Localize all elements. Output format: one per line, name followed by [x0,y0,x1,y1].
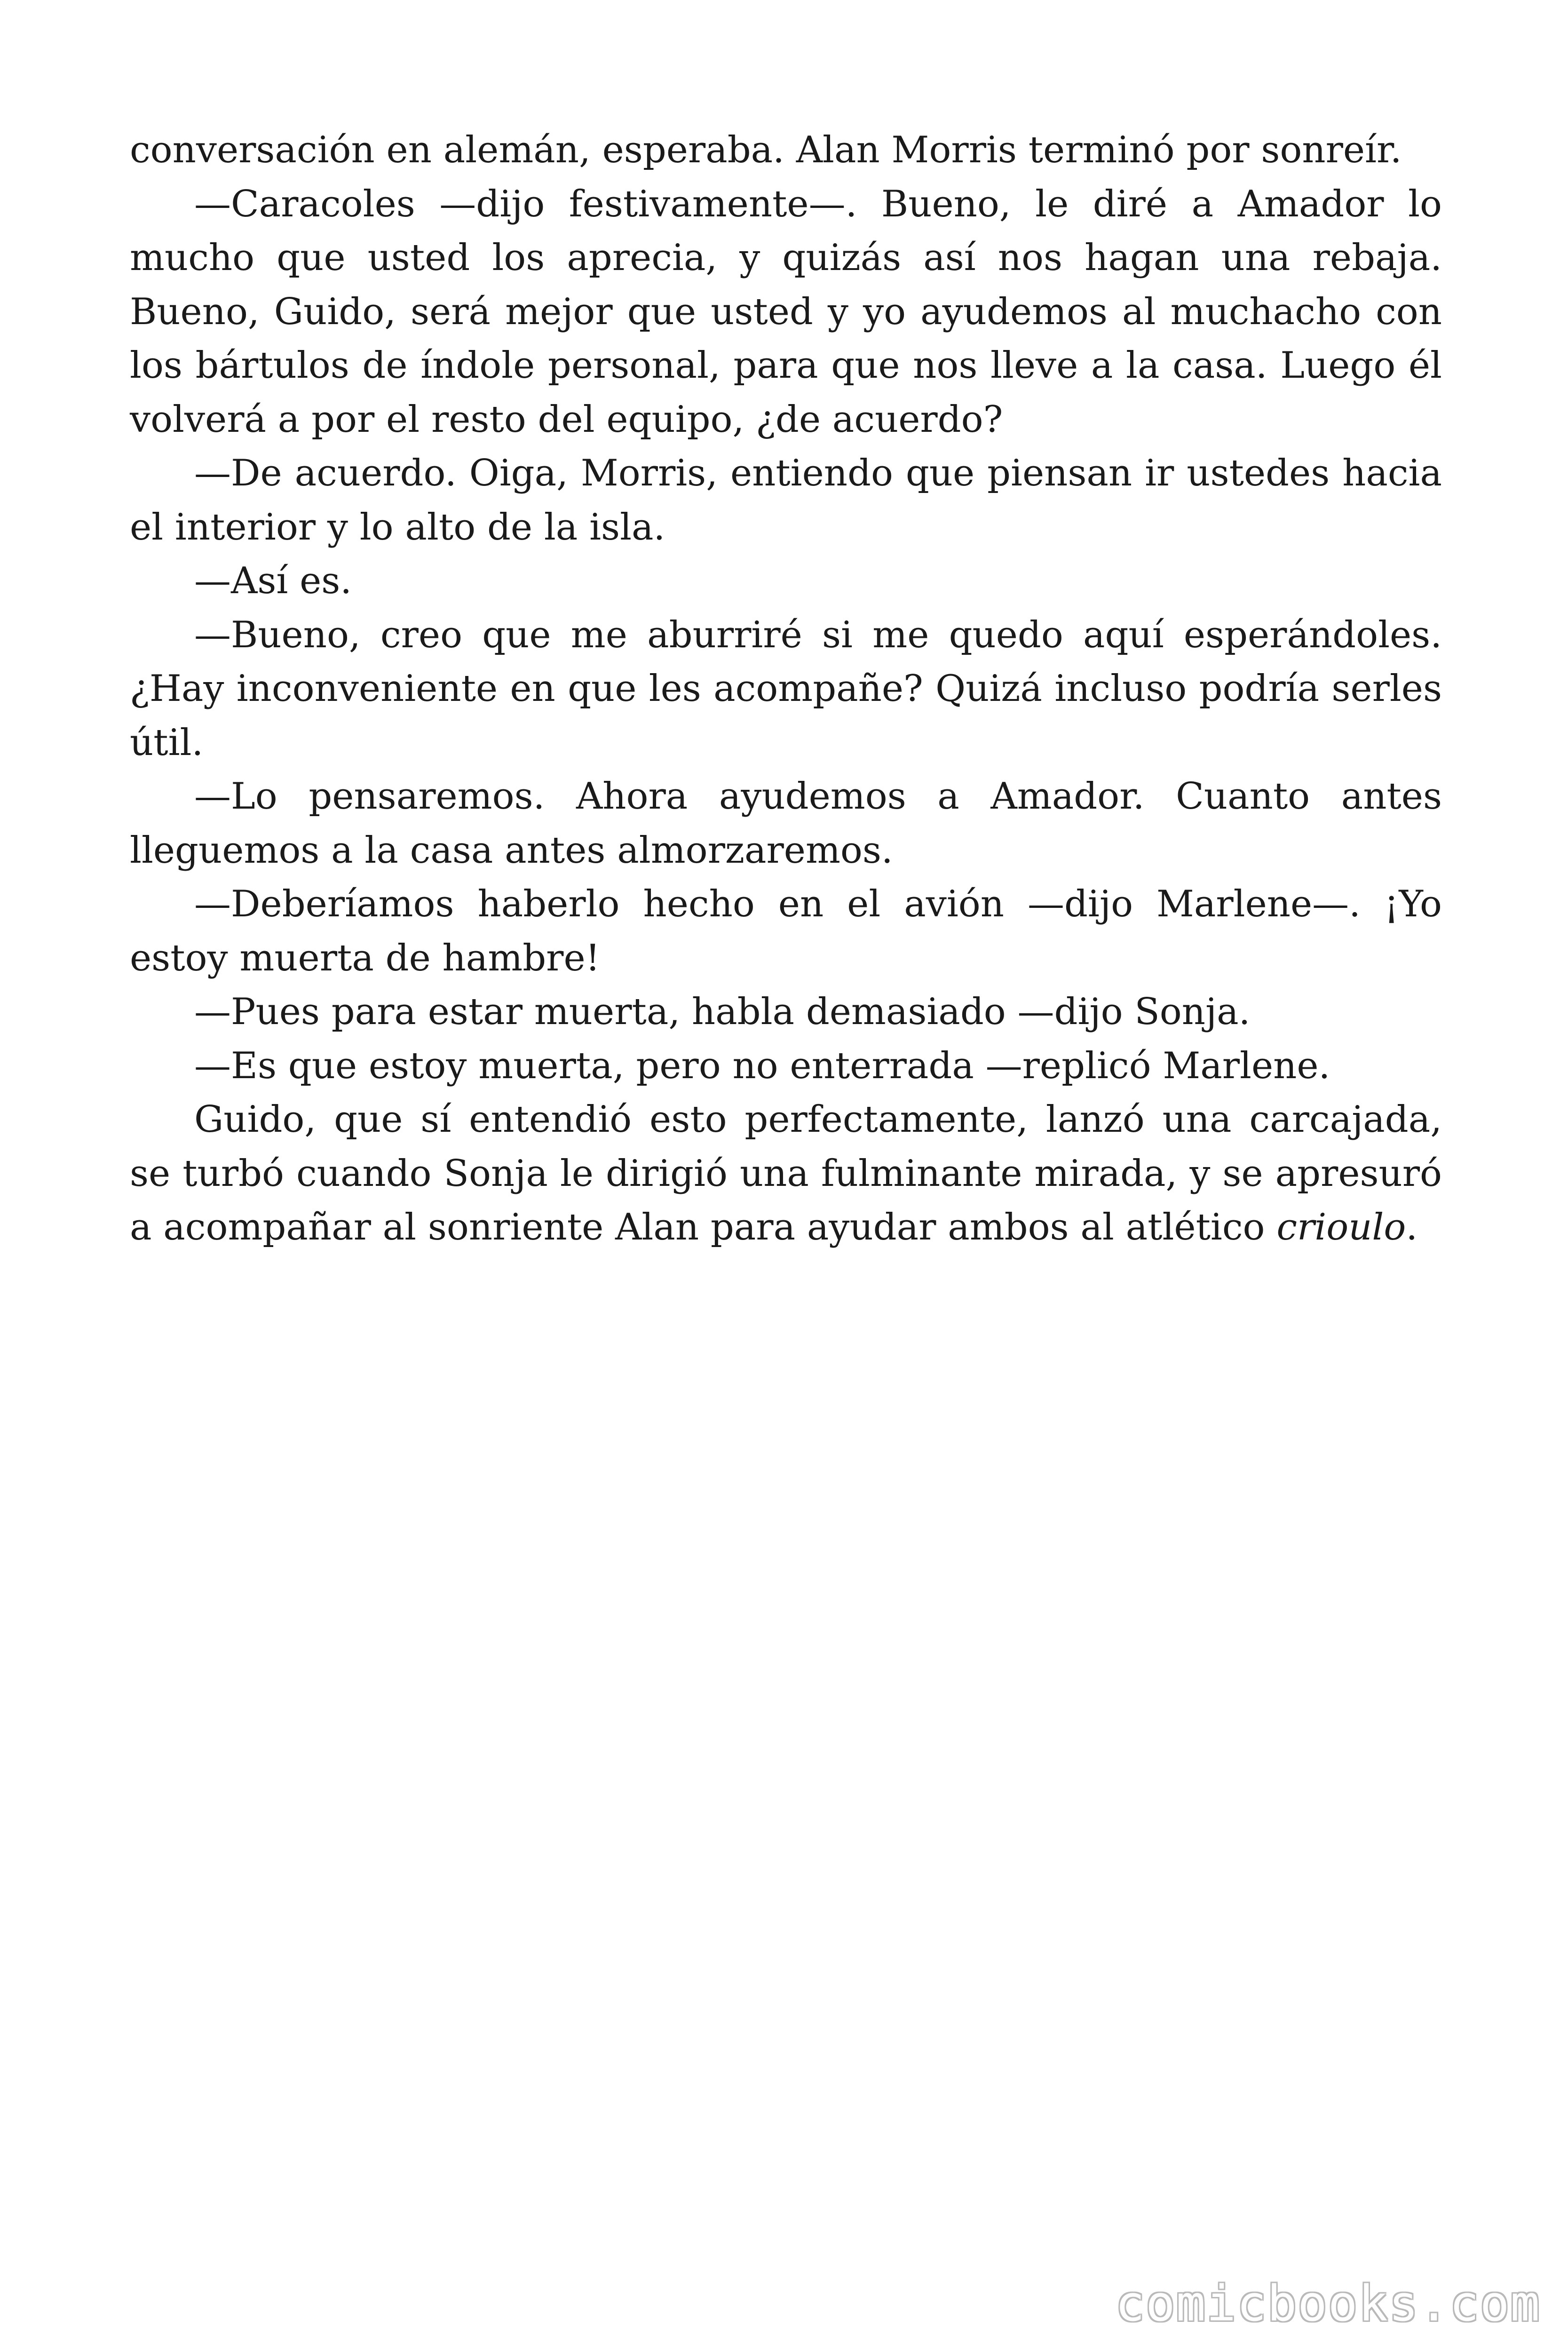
page-text [130,123,1442,1255]
paragraph: conversación en alemán, esperaba. Alan Morris terminó por sonreír. [130,129,1402,171]
paragraph: —Deberíamos haberlo hecho en el avión —dijo Marlene—. ¡Yo estoy muerta de hambre! [130,883,1442,979]
paragraph: —Es que estoy muerta, pero no enterrada —replicó Marlene. [194,1044,1330,1087]
paragraph: —Así es. [194,560,352,602]
paragraph: —Pues para estar muerta, habla demasiado —dijo Sonja. [194,991,1251,1033]
paragraph-last [130,1093,1442,1255]
paragraph: —Bueno, creo que me aburriré si me quedo aquí esperándoles. ¿Hay inconveniente en que les acompañe? Quizá incluso podría serles útil. [130,613,1442,764]
paragraph-ending: . [1406,1206,1418,1248]
paragraph: —Caracoles —dijo festivamente—. Bueno, le diré a Amador lo mucho que usted los aprecia, y quizás así nos hagan una rebaja. Bueno, Guido, será mejor que usted y yo ayudemos al muchacho con los bártulos de índole personal, para que nos lleve a la casa. Luego él volverá a por el resto del equipo, ¿de acuerdo? [130,183,1442,441]
paragraph: —De acuerdo. Oiga, Morris, entiendo que piensan ir ustedes hacia el interior y lo alto de la isla. [130,452,1442,548]
watermark-logo: comicbooks.com [1115,2275,1541,2332]
paragraph-text: Guido, que sí entendió esto perfectamente, lanzó una carcajada, se turbó cuando Sonja le dirigió una fulminante mirada, y se apresuró a acompañar al sonriente Alan para ayudar ambos al atlético [130,1098,1442,1248]
paragraph: —Lo pensaremos. Ahora ayudemos a Amador. Cuanto antes lleguemos a la casa antes almorzaremos. [130,775,1442,872]
italic-word: crioulo [1276,1206,1406,1248]
